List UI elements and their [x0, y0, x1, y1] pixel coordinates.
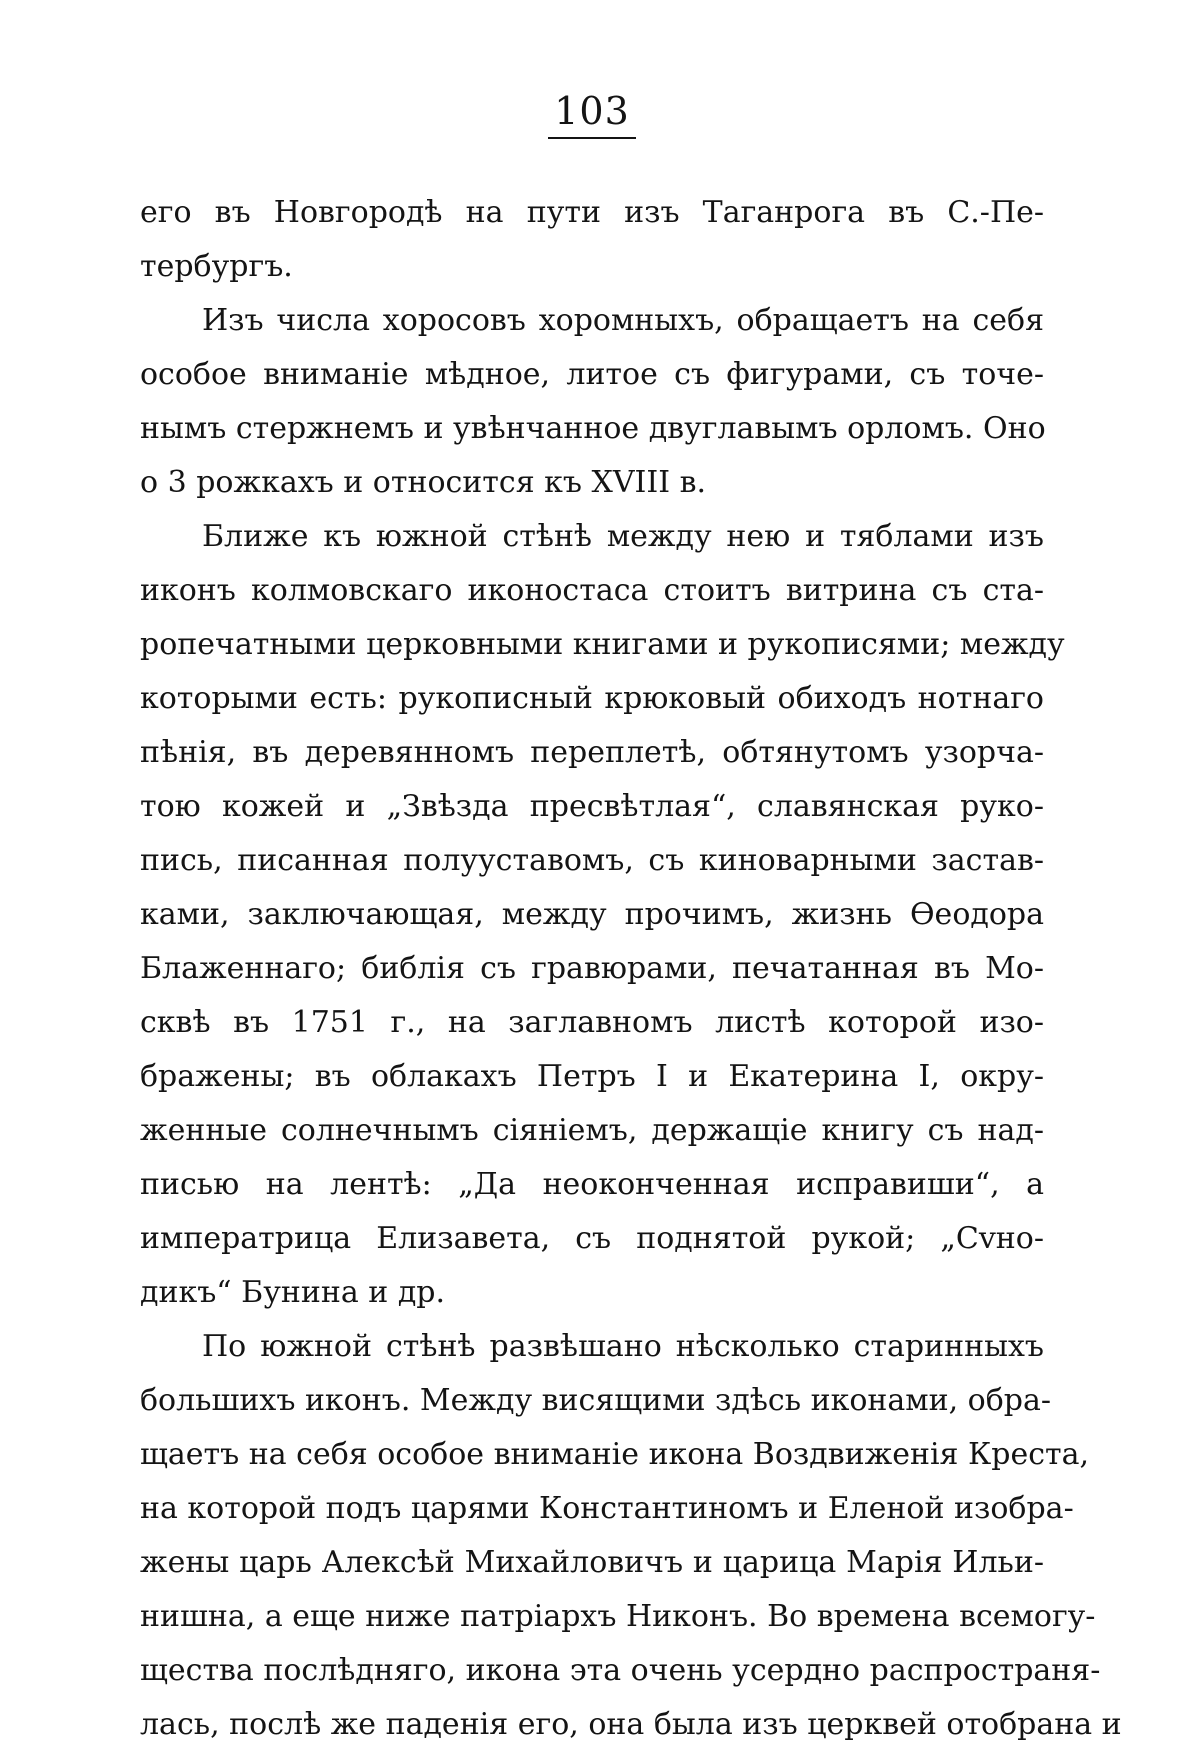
text-line: его въ Новгородѣ на пути изъ Таганрога въ С.-Пе-: [140, 195, 1044, 230]
text-line: Блаженнаго; библія съ гравюрами, печатанная въ Мо-: [140, 951, 1044, 986]
body-text: [140, 186, 1122, 1752]
text-line: пѣнія, въ деревянномъ переплетѣ, обтянутомъ узорча-: [140, 735, 1044, 770]
text-line: писью на лентѣ: „Да неоконченная исправиши“, а: [140, 1167, 1044, 1202]
text-line: Ближе къ южной стѣнѣ между нею и тяблами изъ: [202, 519, 1044, 554]
text-line: нымъ стержнемъ и увѣнчанное двуглавымъ орломъ. Оно: [140, 411, 1046, 446]
text-line: пись, писанная полууставомъ, съ киноварными застав-: [140, 843, 1044, 878]
text-line: на которой подъ царями Константиномъ и Еленой изобра-: [140, 1491, 1074, 1526]
text-line: большихъ иконъ. Между висящими здѣсь иконами, обра-: [140, 1383, 1052, 1418]
text-line: о 3 рожкахъ и относится къ XVIII в.: [140, 465, 707, 500]
text-line: иконъ колмовскаго иконостаса стоитъ витрина съ ста-: [140, 573, 1044, 608]
text-line: тербургъ.: [140, 249, 293, 284]
text-line: ками, заключающая, между прочимъ, жизнь Ѳеодора: [140, 897, 1044, 932]
paragraph: [140, 294, 1044, 510]
text-line: Изъ числа хоросовъ хоромныхъ, обращаетъ на себя: [202, 303, 1044, 338]
text-line: женные солнечнымъ сіяніемъ, держащіе книгу съ над-: [140, 1113, 1044, 1148]
paragraph: [140, 186, 1044, 294]
text-line: бражены; въ облакахъ Петръ I и Екатерина I, окру-: [140, 1059, 1044, 1094]
paragraph: [140, 510, 1065, 1320]
text-line: По южной стѣнѣ развѣшано нѣсколько старинныхъ: [202, 1329, 1044, 1364]
text-line: жены царь Алексѣй Михайловичъ и царица Марія Ильи-: [140, 1545, 1044, 1580]
page-number-text: 103: [548, 88, 636, 139]
page-number: [0, 88, 1184, 139]
text-line: нишна, а еще ниже патріархъ Никонъ. Во времена всемогу-: [140, 1599, 1096, 1634]
text-line: лась, послѣ же паденія его, она была изъ церквей отобрана и: [140, 1707, 1122, 1742]
text-line: щества послѣдняго, икона эта очень усердно распространя-: [140, 1653, 1101, 1688]
text-line: которыми есть: рукописный крюковый обиходъ нотнаго: [140, 681, 1044, 716]
paragraph: [140, 1320, 1122, 1752]
text-line: ропечатными церковными книгами и рукописями; между: [140, 627, 1065, 662]
text-line: дикъ“ Бунина и др.: [140, 1275, 446, 1310]
text-line: тою кожей и „Звѣзда пресвѣтлая“, славянская руко-: [140, 789, 1044, 824]
text-line: сквѣ въ 1751 г., на заглавномъ листѣ которой изо-: [140, 1005, 1044, 1040]
text-line: императрица Елизавета, съ поднятой рукой; „Сvно-: [140, 1221, 1044, 1256]
text-line: особое вниманіе мѣдное, литое съ фигурами, съ точе-: [140, 357, 1044, 392]
text-line: щаетъ на себя особое вниманіе икона Воздвиженія Креста,: [140, 1437, 1090, 1472]
